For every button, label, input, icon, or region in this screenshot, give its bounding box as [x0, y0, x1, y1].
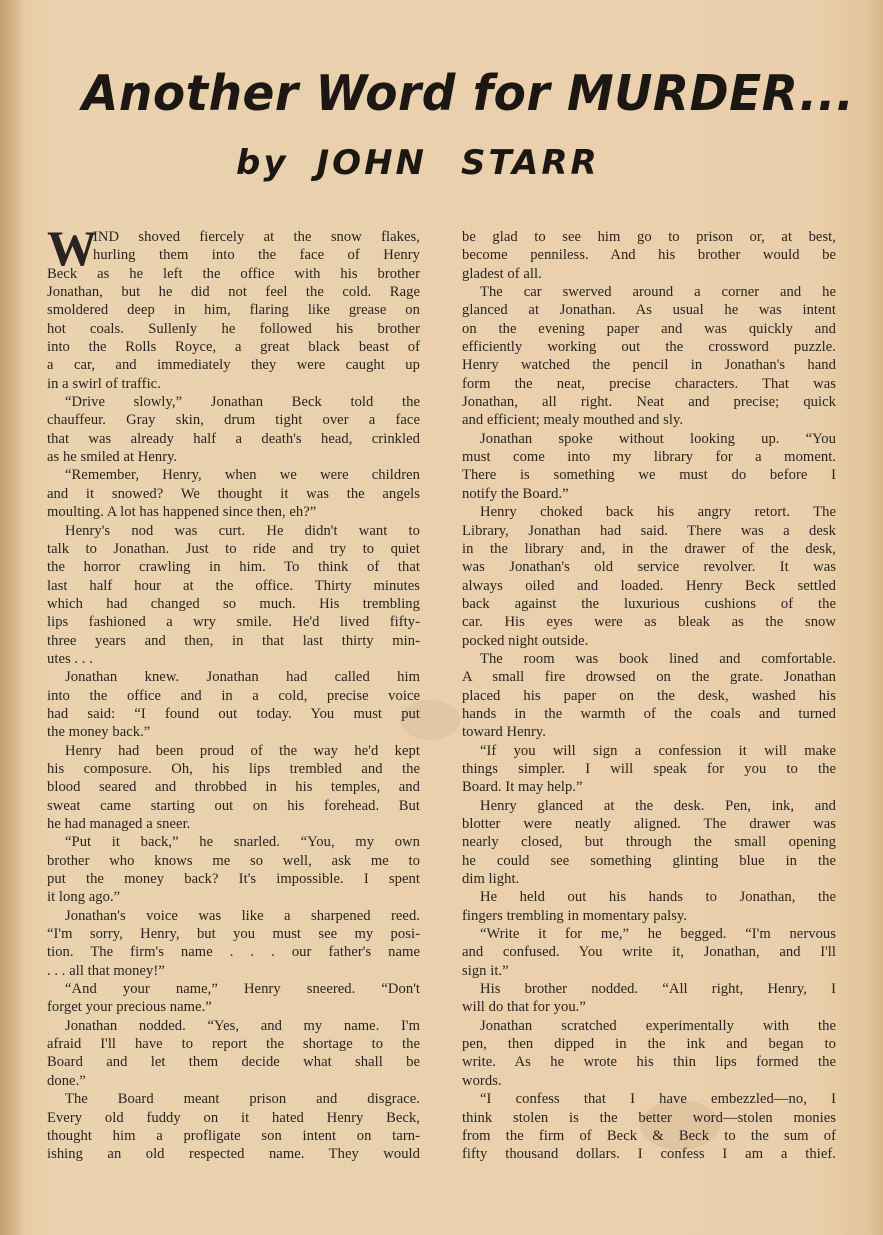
- text-line: blood seared and throbbed in his temples, and: [47, 779, 420, 796]
- drop-cap: W: [47, 220, 97, 276]
- text-line: always oiled and loaded. Henry Beck settled: [462, 577, 836, 594]
- author-last-name: STARR: [460, 143, 600, 183]
- author-first-name: JOHN: [316, 143, 427, 183]
- text-line: efficiently working out the crossword puzzle.: [462, 339, 836, 356]
- byline-by: by: [236, 143, 289, 183]
- text-line: it long ago.”: [47, 889, 121, 906]
- text-line: The room was book lined and comfortable.: [480, 650, 836, 667]
- text-line: his composure. Oh, his lips trembled and the: [47, 760, 420, 777]
- text-line: Henry had been proud of the way he'd kept: [65, 742, 420, 759]
- text-line: Henry choked back his angry retort. The: [480, 504, 836, 521]
- text-line: write. As he wrote his thin lips formed the: [462, 1054, 836, 1071]
- text-line: Henry's nod was curt. He didn't want to: [65, 522, 420, 539]
- text-line: will do that for you.”: [462, 999, 586, 1016]
- text-line: hands in the warmth of the coals and turned: [462, 705, 836, 722]
- text-line: “Put it back,” he snarled. “You, my own: [65, 834, 420, 851]
- text-line: hurling them into the face of Henry: [93, 247, 420, 264]
- text-line: “I'm sorry, Henry, but you must see my posi-: [47, 926, 420, 943]
- text-line: Every old fuddy on it hated Henry Beck,: [47, 1109, 420, 1126]
- text-line: pocked night outside.: [462, 632, 589, 649]
- text-line: “Remember, Henry, when we were children: [65, 467, 420, 484]
- text-line: utes . . .: [47, 650, 93, 667]
- text-line: and it snowed? We thought it was the angels: [47, 485, 420, 502]
- text-line: pen, then dipped in the ink and began to: [462, 1036, 836, 1053]
- text-line: he had managed a sneer.: [47, 816, 191, 832]
- text-line: There is something we must do before I: [462, 467, 836, 484]
- text-line: nearly closed, but through the small opening: [462, 834, 836, 851]
- text-line: he could see something glinting blue in the: [462, 852, 836, 869]
- text-line: the money back.”: [47, 724, 151, 741]
- text-line: ishing an old respected name. They would: [47, 1146, 420, 1163]
- text-line: placed his paper on the desk, washed his: [462, 687, 836, 704]
- text-line: blotter were neatly aligned. The drawer was: [462, 816, 836, 832]
- text-line: Henry glanced at the desk. Pen, ink, and: [480, 797, 836, 814]
- text-line: as he smiled at Henry.: [47, 449, 178, 466]
- text-line: words.: [462, 1072, 502, 1089]
- text-line: thought him a profligate son intent on tarn-: [47, 1127, 420, 1144]
- story-title: Another Word for MURDER...: [82, 64, 855, 123]
- text-line: into the Rolls Royce, a great black beast of: [47, 339, 420, 356]
- text-line: and efficient; mealy mouthed and sly.: [462, 412, 684, 429]
- text-line: which had changed so much. His trembling: [47, 595, 420, 612]
- text-line: in the library and, in the drawer of the desk,: [462, 540, 836, 557]
- text-line: become penniless. And his brother would be: [462, 247, 836, 264]
- text-line: last half hour at the office. Thirty minutes: [47, 577, 420, 594]
- text-line: Jonathan nodded. “Yes, and my name. I'm: [65, 1017, 420, 1034]
- text-line: from the firm of Beck & Beck to the sum of: [462, 1127, 836, 1144]
- text-line: He held out his hands to Jonathan, the: [480, 889, 836, 906]
- text-line: IND shoved fiercely at the snow flakes,: [93, 229, 420, 245]
- text-line: smoldered deep in him, flaring like grease on: [47, 302, 420, 319]
- text-line: Jonathan, all right. Neat and precise; quick: [462, 394, 836, 411]
- text-line: Jonathan scratched experimentally with the: [480, 1017, 836, 1034]
- text-line: His brother nodded. “All right, Henry, I: [480, 981, 836, 998]
- text-line: Jonathan's voice was like a sharpened reed.: [65, 907, 420, 924]
- text-line: Jonathan, but he did not feel the cold. Rage: [47, 284, 420, 301]
- text-line: the horror crawling in him. To think of that: [47, 559, 420, 576]
- text-line: gladest of all.: [462, 265, 542, 282]
- text-line: think stolen is the better word—stolen monies: [462, 1109, 836, 1126]
- text-line: glanced at Jonathan. As usual he was intent: [462, 302, 836, 319]
- text-line: tion. The firm's name . . . our father's name: [47, 944, 420, 961]
- text-line: be glad to see him go to prison or, at best,: [462, 229, 836, 245]
- text-line: “Write it for me,” he begged. “I'm nervous: [480, 926, 836, 943]
- text-line: “I confess that I have embezzled—no, I: [480, 1091, 836, 1108]
- right-column: [462, 228, 836, 1164]
- text-line: forget your precious name.”: [47, 999, 212, 1016]
- text-line: moulting. A lot has happened since then, eh?”: [47, 504, 317, 521]
- text-line: that was already half a death's head, crinkled: [47, 430, 420, 447]
- text-line: The Board meant prison and disgrace.: [65, 1091, 420, 1108]
- text-line: Library, Jonathan had said. There was a desk: [462, 522, 836, 539]
- text-line: a car, and immediately they were caught up: [47, 357, 420, 374]
- text-line: put the money back? It's impossible. I spent: [47, 871, 420, 888]
- text-line: afraid I'll have to report the shortage to the: [47, 1036, 420, 1053]
- text-line: was Jonathan's old service revolver. It was: [462, 559, 836, 576]
- byline: [236, 143, 600, 183]
- text-line: Board and let them decide what shall be: [47, 1054, 420, 1071]
- text-line: form the neat, precise characters. That was: [462, 375, 836, 392]
- left-column: [47, 220, 420, 1164]
- text-line: Jonathan knew. Jonathan had called him: [65, 669, 420, 686]
- text-line: and confused. You write it, Jonathan, and I'll: [462, 944, 836, 961]
- text-line: on the evening paper and was quickly and: [462, 320, 836, 337]
- text-line: fifty thousand dollars. I confess I am a thief.: [462, 1146, 836, 1163]
- text-line: sign it.”: [462, 962, 509, 979]
- text-line: “And your name,” Henry sneered. “Don't: [65, 981, 420, 998]
- text-line: car. His eyes were as bleak as the snow: [462, 614, 836, 631]
- text-line: Henry watched the pencil in Jonathan's hand: [462, 357, 836, 374]
- text-line: things simpler. I will speak for you to the: [462, 760, 836, 777]
- text-line: notify the Board.”: [462, 485, 569, 502]
- text-line: A small fire drowsed on the grate. Jonathan: [462, 669, 836, 686]
- text-line: Board. It may help.”: [462, 779, 583, 796]
- text-line: done.”: [47, 1072, 86, 1089]
- text-line: hot coals. Sullenly he followed his brother: [47, 320, 420, 337]
- text-line: “Drive slowly,” Jonathan Beck told the: [65, 394, 420, 411]
- text-line: in a swirl of traffic.: [47, 375, 161, 392]
- text-line: brother who knows me so well, ask me to: [47, 852, 420, 869]
- text-line: dim light.: [462, 871, 520, 888]
- text-line: must come into my library for a moment.: [462, 449, 836, 466]
- text-line: chauffeur. Gray skin, drum tight over a face: [47, 412, 420, 429]
- text-line: sweat came starting out on his forehead. But: [47, 797, 420, 814]
- text-line: The car swerved around a corner and he: [480, 284, 836, 301]
- text-line: “If you will sign a confession it will make: [480, 742, 836, 759]
- text-line: back against the luxurious cushions of the: [462, 595, 836, 612]
- text-line: three years and then, in that last thirty min-: [47, 632, 420, 649]
- binding-gutter: [0, 0, 24, 1235]
- text-line: had said: “I found out today. You must put: [47, 705, 420, 722]
- text-line: talk to Jonathan. Just to ride and try to quiet: [47, 540, 420, 557]
- text-line: Beck as he left the office with his brother: [47, 265, 420, 282]
- text-line: lips fashioned a wry smile. He'd lived fifty-: [47, 614, 420, 631]
- text-line: Jonathan spoke without looking up. “You: [480, 430, 836, 447]
- text-line: toward Henry.: [462, 724, 546, 741]
- text-line: . . . all that money!”: [47, 962, 165, 979]
- text-line: into the office and in a cold, precise voice: [47, 687, 420, 704]
- text-line: fingers trembling in momentary palsy.: [462, 907, 688, 924]
